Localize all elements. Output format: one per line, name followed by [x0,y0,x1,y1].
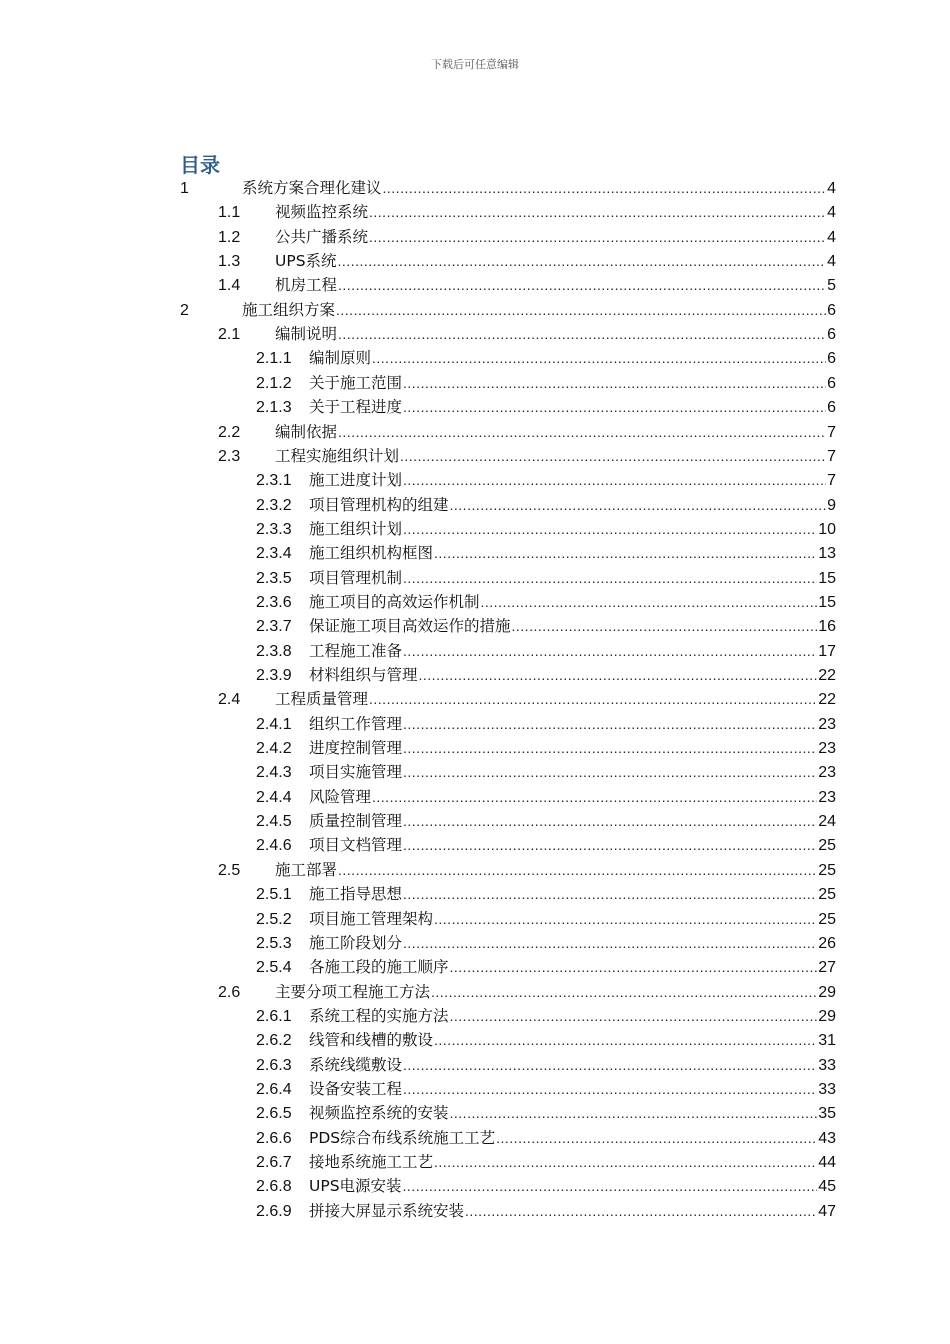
toc-entry-number: 2.5.4 [256,959,292,977]
toc-entry-page: 22 [818,667,836,684]
toc-entry-page: 29 [818,983,836,1001]
toc-entry-number: 2.6.8 [256,1178,292,1196]
toc-entry-title: 工程质量管理 [275,690,369,709]
toc-entry[interactable] [256,882,836,906]
toc-entry-title: 项目文档管理 [309,836,403,855]
toc-entry-title: 项目施工管理架构 [309,909,434,928]
toc-entry-number: 2.4.4 [256,788,292,806]
toc-dot-leader [512,614,818,638]
toc-dot-leader [338,249,827,273]
toc-entry-title: 接地系统施工工艺 [309,1153,434,1171]
toc-entry-page: 27 [818,959,836,977]
toc-dot-leader [403,639,817,663]
toc-dot-leader [383,176,827,200]
toc-entry[interactable] [256,517,836,541]
toc-dot-leader [434,1028,817,1052]
toc-entry-title: 编制说明 [275,325,338,344]
toc-entry-page: 7 [827,447,836,465]
toc-entry[interactable] [256,1126,836,1150]
toc-entry[interactable] [256,468,836,492]
toc-dot-leader [403,809,817,833]
toc-dot-leader [338,273,826,297]
toc-entry-number: 2.4.5 [256,813,292,831]
toc-entry-title: 机房工程 [275,276,338,295]
toc-entry-page: 6 [827,301,836,319]
toc-entry[interactable] [256,1101,836,1125]
toc-dot-leader [338,858,817,882]
toc-entry[interactable] [256,663,836,687]
toc-entry-page: 23 [818,715,836,733]
toc-entry-number: 2.3.1 [256,472,292,490]
toc-dot-leader [403,882,817,906]
toc-entry-title: 设备安装工程 [309,1079,403,1098]
toc-dot-leader [369,687,817,711]
toc-entry-number: 2.6.4 [256,1080,292,1098]
toc-entry-page: 6 [827,374,836,392]
toc-entry-number: 2.3.6 [256,593,292,611]
toc-entry[interactable] [256,493,836,517]
toc-entry-number: 2.4.2 [256,740,292,758]
toc-entry-number: 2.4.3 [256,764,292,782]
toc-dot-leader [431,980,817,1004]
toc-entry-title: 系统线缆敷设 [309,1055,403,1074]
toc-entry-number: 2.3.7 [256,618,292,636]
toc-entry-page: 29 [818,1007,836,1025]
toc-entry-page: 7 [827,423,836,441]
toc-dot-leader [372,785,817,809]
toc-entry-number: 2.3.5 [256,569,292,587]
toc-entry[interactable] [218,273,836,297]
toc-entry-number: 2.1.2 [256,374,292,392]
toc-entry[interactable] [256,1199,836,1223]
toc-entry-page: 33 [818,1080,836,1098]
toc-entry-number: 2.5.1 [256,886,292,904]
toc-entry-title: 编制原则 [309,349,372,368]
toc-entry-page: 44 [818,1154,836,1171]
toc-entry[interactable] [256,371,836,395]
toc-entry-number: 2.3.3 [256,520,292,538]
toc-entry-number: 2 [180,301,189,319]
toc-title: 目录 [180,153,220,177]
toc-entry[interactable] [256,590,836,614]
toc-dot-leader [403,468,826,492]
toc-entry-title: 施工阶段划分 [309,933,403,952]
toc-entry-number: 1.4 [218,277,241,295]
toc-entry-page: 25 [818,837,836,855]
toc-entry-number: 2.4 [218,691,241,709]
toc-entry[interactable] [256,833,836,857]
toc-entry-title: 关于施工范围 [309,373,403,392]
toc-entry[interactable] [256,1053,836,1077]
toc-entry-number: 2.4.1 [256,715,292,733]
toc-entry-number: 2.1 [218,326,241,344]
toc-dot-leader [465,1199,817,1223]
toc-entry-title: 编制依据 [275,422,338,441]
toc-entry-page: 25 [818,886,836,904]
toc-entry-title: UPS系统 [275,252,337,271]
toc-entry-title: 系统工程的实施方法 [309,1006,449,1025]
toc-dot-leader [481,590,818,614]
toc-dot-leader [434,541,817,565]
toc-entry-title: 工程实施组织计划 [275,446,400,465]
toc-entry-number: 2.3.8 [256,642,292,660]
toc-entry[interactable] [218,420,836,444]
toc-entry-page: 43 [818,1129,836,1147]
toc-entry-title: 风险管理 [309,787,372,806]
toc-entry-number: 1.1 [218,204,241,222]
toc-entry-page: 22 [818,691,836,709]
toc-entry[interactable] [256,907,836,931]
toc-entry-number: 2.5.2 [256,910,292,928]
toc-dot-leader [496,1126,817,1150]
toc-dot-leader [372,346,826,370]
toc-entry[interactable] [256,541,836,565]
toc-dot-leader [403,517,817,541]
toc-entry-title: 施工部署 [275,860,338,879]
toc-entry-title: 项目管理机构的组建 [309,495,449,514]
toc-entry-title: 项目管理机制 [309,568,403,587]
toc-entry[interactable] [180,298,836,322]
toc-entry[interactable] [218,858,836,882]
toc-entry-number: 2.6.9 [256,1202,292,1220]
toc-entry-number: 2.3.9 [256,667,292,684]
toc-entry-page: 4 [827,180,836,197]
toc-entry-page: 6 [827,399,836,417]
toc-entry-title: 保证施工项目高效运作的措施 [309,617,511,636]
toc-entry-number: 2.6.5 [256,1105,292,1123]
toc-dot-leader [403,395,826,419]
toc-dot-leader [450,955,818,979]
toc-entry-page: 26 [818,934,836,952]
toc-entry-title: 施工项目的高效运作机制 [309,592,480,611]
toc-dot-leader [434,1150,817,1174]
toc-entry-page: 24 [818,813,836,831]
toc-dot-leader [450,1101,818,1125]
toc-entry-number: 2.1.1 [256,350,292,368]
toc-entry-title: 视频监控系统的安装 [309,1104,449,1123]
toc-entry-page: 25 [818,910,836,928]
toc-entry[interactable] [256,1174,836,1198]
toc-dot-leader [419,663,818,687]
toc-entry-number: 2.6.1 [256,1007,292,1025]
toc-dot-leader [450,493,827,517]
toc-entry-title: 各施工段的施工顺序 [309,958,449,977]
toc-entry-number: 1 [180,180,189,197]
toc-dot-leader [403,566,817,590]
toc-entry[interactable] [218,322,836,346]
toc-dot-leader [400,444,826,468]
toc-entry-title: 项目实施管理 [309,763,403,782]
page-header: 下载后可任意编辑 [431,58,519,71]
toc-entry[interactable] [256,736,836,760]
toc-entry-number: 1.3 [218,253,241,271]
toc-entry-page: 16 [818,618,836,636]
toc-entry-page: 7 [827,472,836,490]
toc-entry-number: 2.5 [218,861,241,879]
toc-entry-page: 10 [818,520,836,538]
toc-entry-title: PDS综合布线系统施工工艺 [309,1128,496,1147]
toc-entry-page: 6 [827,350,836,368]
toc-entry[interactable] [256,614,836,638]
toc-entry-page: 4 [827,253,836,271]
toc-entry[interactable] [256,955,836,979]
toc-entry-title: 施工组织机构框图 [309,544,434,563]
toc-entry-title: 进度控制管理 [309,739,403,758]
toc-entry-page: 23 [818,788,836,806]
toc-entry-page: 4 [827,204,836,222]
toc-entry-number: 2.3 [218,447,241,465]
toc-entry-title: 质量控制管理 [309,812,403,831]
toc-entry-number: 2.6.7 [256,1154,292,1171]
toc-dot-leader [450,1004,818,1028]
toc-entry-page: 17 [818,642,836,660]
toc-entry-number: 2.5.3 [256,934,292,952]
toc-entry[interactable] [218,444,836,468]
toc-entry-title: 材料组织与管理 [309,666,418,684]
toc-entry[interactable] [180,176,836,200]
toc-entry-number: 1.2 [218,228,241,246]
toc-entry[interactable] [256,639,836,663]
toc-entry-page: 5 [827,277,836,295]
toc-entry[interactable] [256,395,836,419]
toc-entry[interactable] [256,785,836,809]
toc-dot-leader [338,322,826,346]
toc-entry-title: 线管和线槽的敷设 [309,1031,434,1050]
toc-entry-title: 关于工程进度 [309,398,403,417]
toc-entry-page: 33 [818,1056,836,1074]
toc-entry-title: 工程施工准备 [309,641,403,660]
toc-entry[interactable] [218,200,836,224]
toc-entry-page: 35 [818,1105,836,1123]
toc-entry-page: 23 [818,764,836,782]
toc-entry-title: 系统方案合理化建议 [242,179,382,197]
toc-entry-number: 2.6.3 [256,1056,292,1074]
toc-entry-number: 2.2 [218,423,241,441]
toc-entry[interactable] [256,809,836,833]
toc-entry-number: 2.4.6 [256,837,292,855]
toc-entry-page: 45 [818,1178,836,1196]
toc-dot-leader [403,931,817,955]
toc-entry-page: 47 [818,1202,836,1220]
toc-entry-title: 施工组织方案 [242,300,336,319]
toc-entry[interactable] [256,346,836,370]
toc-entry-number: 2.6.6 [256,1129,292,1147]
toc-entry[interactable] [256,1150,836,1174]
toc-entry[interactable] [256,566,836,590]
toc-dot-leader [403,712,817,736]
toc-entry-page: 31 [818,1032,836,1050]
toc-entry-page: 15 [818,569,836,587]
toc-entry-title: 公共广播系统 [275,227,369,246]
toc-dot-leader [403,760,817,784]
toc-dot-leader [403,833,817,857]
toc-entry-title: 施工指导思想 [309,885,403,904]
toc-entry-page: 6 [827,326,836,344]
toc-entry[interactable] [256,1077,836,1101]
toc-entry[interactable] [218,980,836,1004]
toc-entry-title: 主要分项工程施工方法 [275,982,431,1001]
toc-entry[interactable] [218,687,836,711]
toc-entry-page: 25 [818,861,836,879]
toc-entry-title: 组织工作管理 [309,714,403,733]
toc-entry[interactable] [256,1028,836,1052]
toc-entry-page: 23 [818,740,836,758]
toc-entry-number: 2.3.2 [256,496,292,514]
toc-dot-leader [403,1053,817,1077]
toc-entry-page: 15 [818,593,836,611]
toc-entry[interactable] [256,931,836,955]
toc-entry-page: 9 [827,496,836,514]
toc-dot-leader [434,907,817,931]
toc-entry-number: 2.6.2 [256,1032,292,1050]
toc-dot-leader [338,420,826,444]
toc-entry[interactable] [256,712,836,736]
toc-entry-title: 拼接大屏显示系统安装 [309,1201,465,1220]
toc-dot-leader [403,1174,818,1198]
toc-entry-title: 施工组织计划 [309,519,403,538]
toc-entry[interactable] [256,1004,836,1028]
toc-entry-number: 2.6 [218,983,241,1001]
toc-entry-title: 施工进度计划 [309,471,403,490]
toc-entry-page: 13 [818,545,836,563]
toc-entry[interactable] [256,760,836,784]
toc-entry[interactable] [218,249,836,273]
toc-dot-leader [403,736,817,760]
toc-dot-leader [403,371,826,395]
toc-dot-leader [336,298,826,322]
toc-entry-title: 视频监控系统 [275,203,369,222]
toc-entry-page: 4 [827,228,836,246]
toc-entry-number: 2.3.4 [256,545,292,563]
toc-dot-leader [369,225,826,249]
toc-entry[interactable] [218,225,836,249]
toc-entry-number: 2.1.3 [256,399,292,417]
toc-dot-leader [403,1077,817,1101]
toc-dot-leader [369,200,826,224]
toc-entry-title: UPS电源安装 [309,1177,402,1196]
